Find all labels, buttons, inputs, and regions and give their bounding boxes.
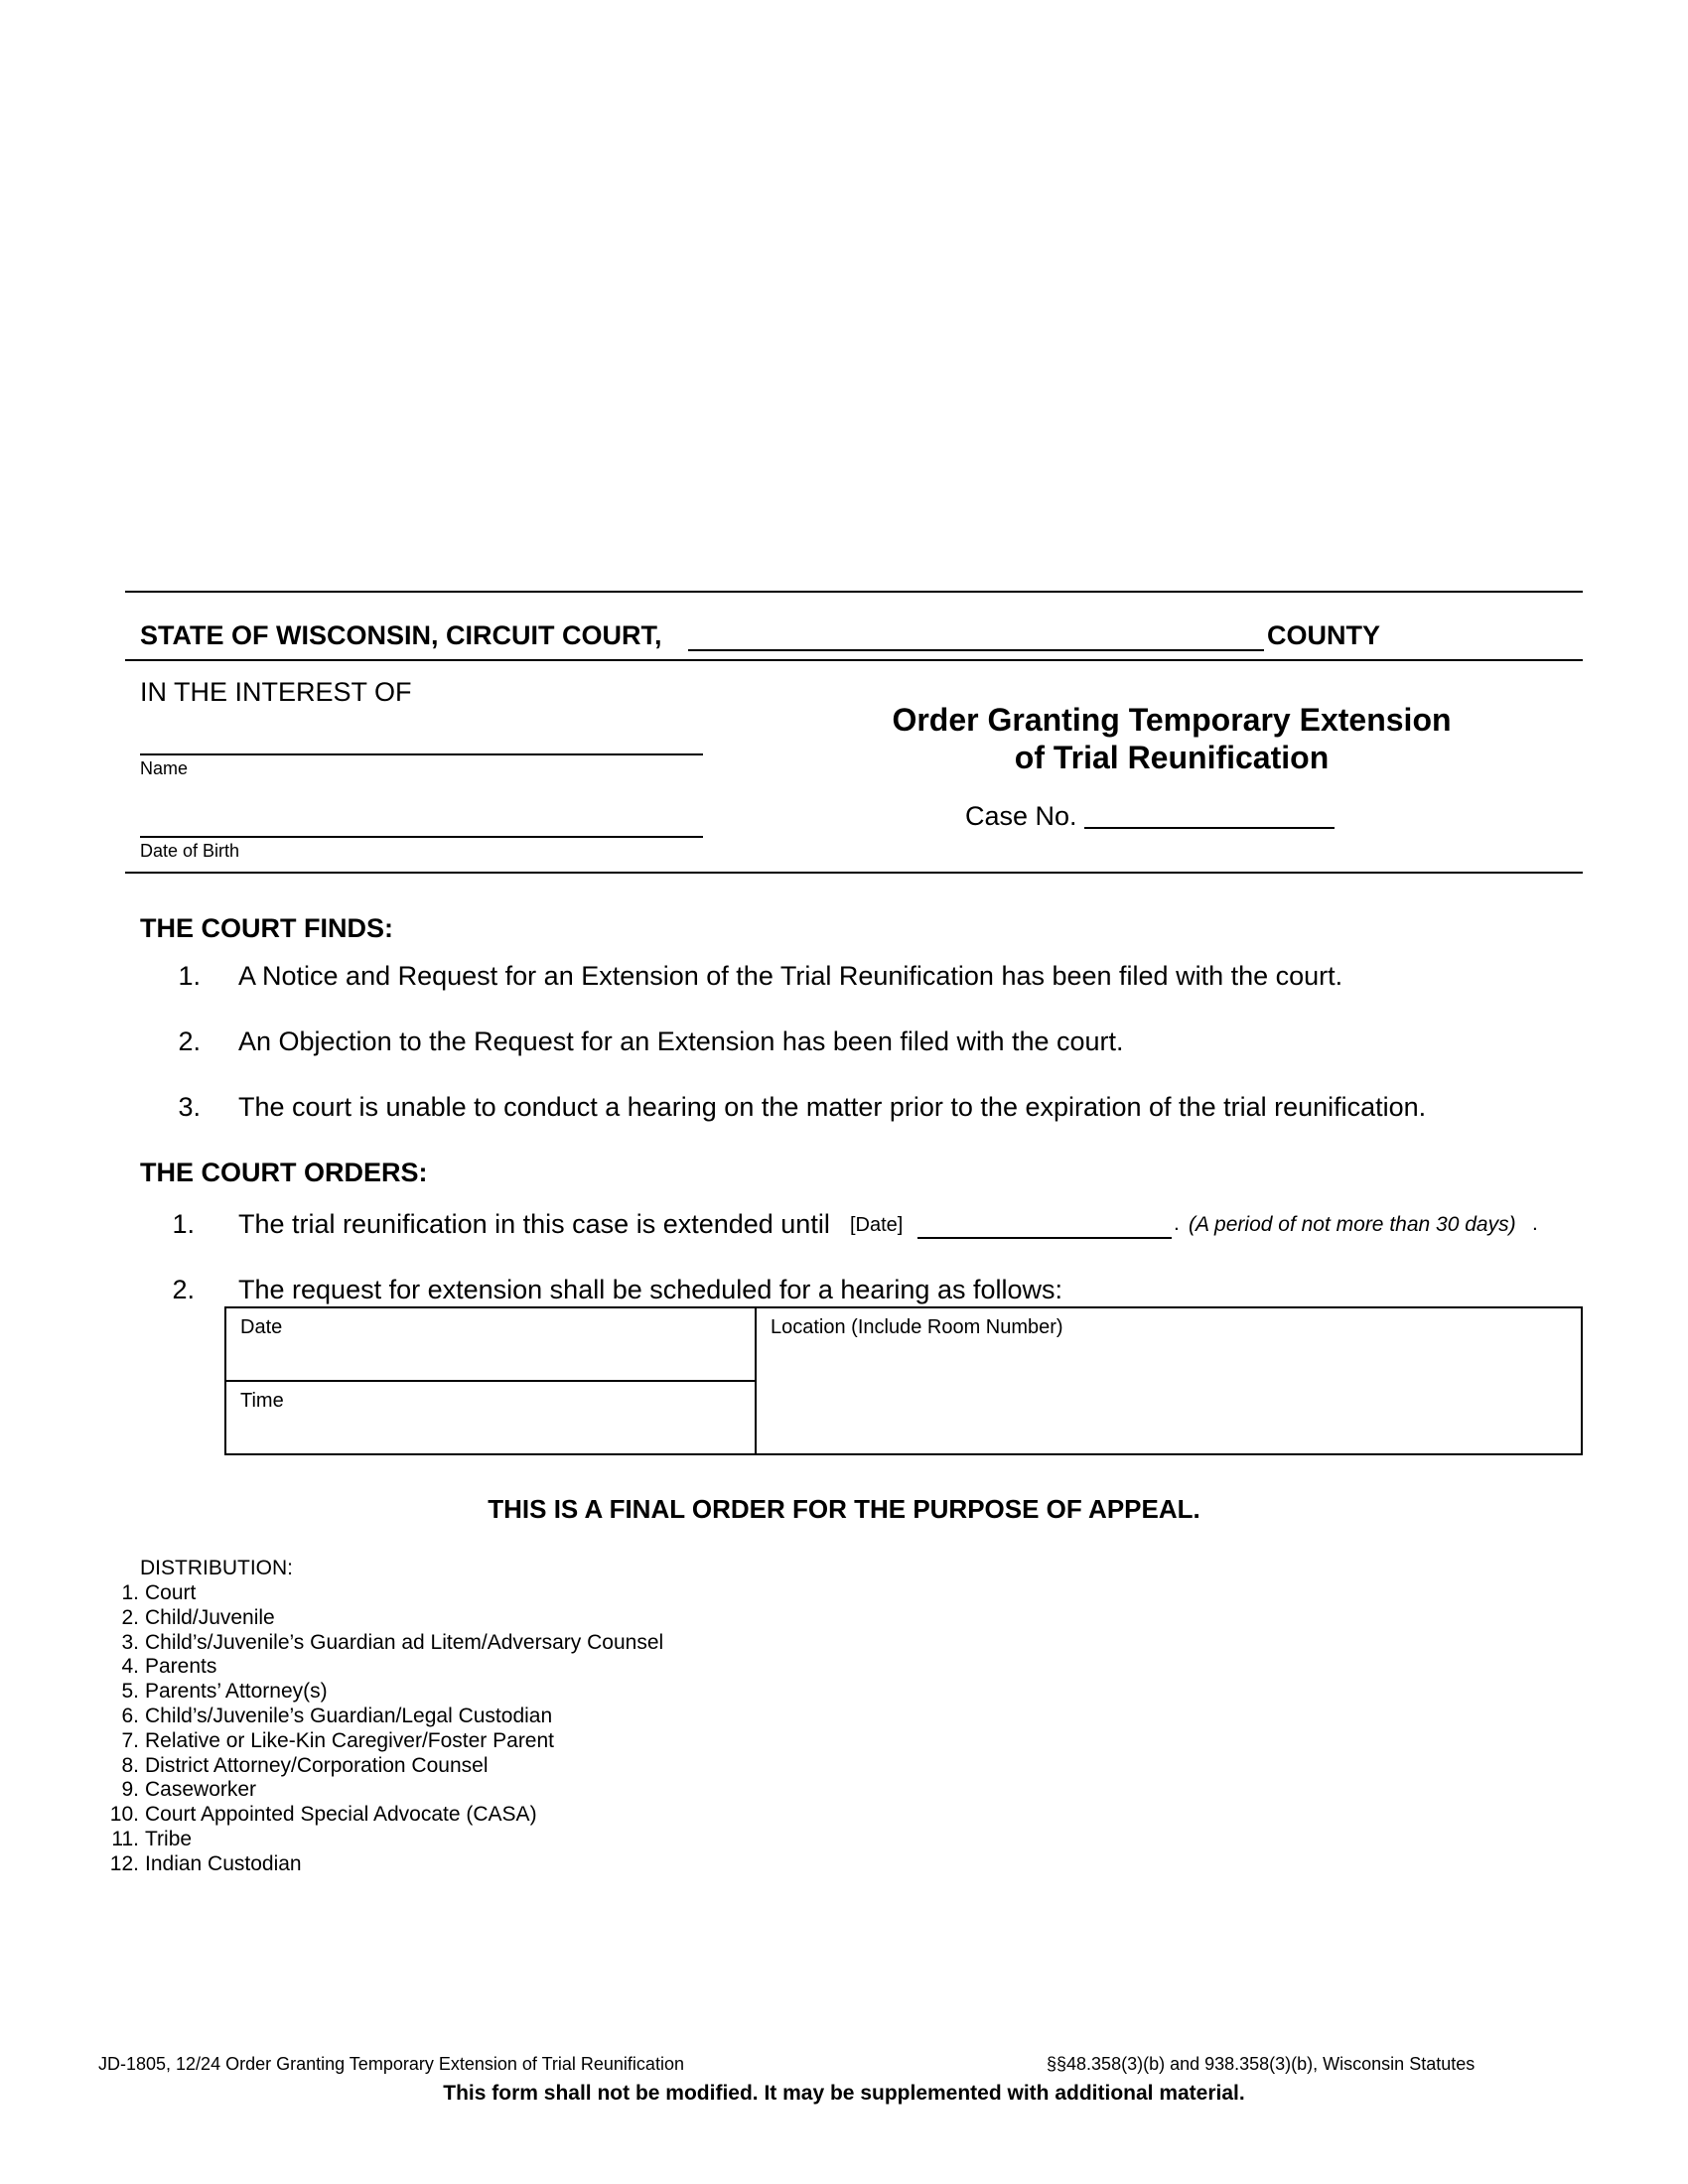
county-field[interactable] — [688, 649, 1264, 651]
list-item-text: Caseworker — [145, 1778, 257, 1802]
list-item — [87, 1705, 663, 1729]
list-item — [87, 1581, 663, 1606]
list-item-text: District Attorney/Corporation Counsel — [145, 1753, 489, 1777]
list-item — [87, 1803, 663, 1828]
findings-heading: THE COURT FINDS: — [140, 913, 393, 943]
in-interest-of-label: IN THE INTEREST OF — [140, 677, 412, 707]
order-1-period: . — [1174, 1212, 1180, 1235]
finding-1-text: A Notice and Request for an Extension of the Trial Reunification has been filed with the court. — [238, 961, 1343, 991]
hearing-time-cell[interactable] — [226, 1382, 755, 1453]
list-item-text: Relative or Like-Kin Caregiver/Foster Parent — [145, 1728, 555, 1752]
order-2-text: The request for extension shall be scheduled for a hearing as follows: — [238, 1275, 1062, 1304]
order-1-text: The trial reunification in this case is extended until — [238, 1209, 830, 1239]
list-item-text: Child/Juvenile — [145, 1605, 275, 1629]
list-item — [87, 1828, 663, 1852]
finding-1-number: 1. — [178, 961, 201, 991]
caption-rule — [125, 872, 1583, 874]
list-item-text: Parents — [145, 1655, 217, 1679]
footer-statutes: §§48.358(3)(b) and 938.358(3)(b), Wisconsin Statutes — [1047, 2054, 1476, 2074]
finding-3-number: 3. — [178, 1092, 201, 1122]
orders-heading: THE COURT ORDERS: — [140, 1158, 428, 1187]
list-item-number: 9. — [121, 1778, 139, 1802]
list-item — [87, 1655, 663, 1680]
final-order-statement: THIS IS A FINAL ORDER FOR THE PURPOSE OF APPEAL. — [488, 1494, 1200, 1524]
form-title-line2: of Trial Reunification — [1014, 740, 1330, 775]
list-item-text: Court Appointed Special Advocate (CASA) — [145, 1803, 537, 1827]
hearing-table — [224, 1306, 1583, 1455]
dob-label: Date of Birth — [140, 841, 240, 861]
distribution-heading: DISTRIBUTION: — [140, 1557, 294, 1579]
list-item-text: Child’s/Juvenile’s Guardian/Legal Custodian — [145, 1704, 553, 1727]
list-item-number: 5. — [121, 1680, 139, 1704]
list-item-number: 12. — [109, 1851, 139, 1875]
list-item-number: 7. — [121, 1728, 139, 1752]
finding-2-text: An Objection to the Request for an Extension has been filed with the court. — [238, 1026, 1124, 1056]
list-item — [87, 1754, 663, 1779]
case-no-label: Case No. — [965, 801, 1077, 831]
extension-date-field[interactable] — [917, 1237, 1172, 1239]
dob-field[interactable] — [140, 836, 703, 838]
list-item-text: Tribe — [145, 1827, 193, 1850]
list-item-number: 3. — [121, 1630, 139, 1654]
finding-2-number: 2. — [178, 1026, 201, 1056]
hearing-location-cell[interactable] — [757, 1308, 1581, 1453]
list-item-text: Court — [145, 1581, 197, 1604]
list-item — [87, 1729, 663, 1754]
list-item-number: 4. — [121, 1655, 139, 1679]
list-item-number: 11. — [111, 1827, 139, 1850]
form-title — [824, 701, 1519, 776]
list-item — [87, 1852, 663, 1877]
finding-3-text: The court is unable to conduct a hearing on the matter prior to the expiration of the trial reunification. — [238, 1092, 1427, 1122]
list-item-text: Indian Custodian — [145, 1851, 302, 1875]
list-item-number: 6. — [121, 1704, 139, 1727]
list-item-text: Child’s/Juvenile’s Guardian ad Litem/Adversary Counsel — [145, 1630, 664, 1654]
hearing-date-label: Date — [240, 1316, 283, 1338]
order-1-note-period: . — [1532, 1212, 1538, 1235]
order-2-number: 2. — [172, 1275, 195, 1304]
header-rule — [125, 659, 1583, 661]
county-label: COUNTY — [1267, 620, 1380, 650]
list-item — [87, 1631, 663, 1656]
list-item-number: 1. — [121, 1581, 139, 1604]
form-title-line1: Order Granting Temporary Extension — [892, 702, 1452, 738]
list-item — [87, 1778, 663, 1803]
order-1-date-label: [Date] — [850, 1214, 904, 1236]
list-item-number: 8. — [121, 1753, 139, 1777]
footer-notice: This form shall not be modified. It may be supplemented with additional material. — [443, 2082, 1245, 2105]
hearing-time-label: Time — [240, 1390, 284, 1412]
list-item — [87, 1606, 663, 1631]
hearing-location-label: Location (Include Room Number) — [771, 1316, 1063, 1338]
footer-form-id: JD-1805, 12/24 Order Granting Temporary Extension of Trial Reunification — [98, 2054, 684, 2074]
order-1-note: (A period of not more than 30 days) — [1189, 1213, 1516, 1236]
hearing-date-cell[interactable] — [226, 1308, 755, 1382]
order-1-number: 1. — [172, 1209, 195, 1239]
top-rule — [125, 591, 1583, 593]
list-item-number: 10. — [109, 1803, 139, 1827]
list-item — [87, 1680, 663, 1705]
list-item-number: 2. — [121, 1605, 139, 1629]
case-no-field[interactable] — [1084, 827, 1335, 829]
hearing-left-column — [226, 1308, 757, 1453]
list-item-text: Parents’ Attorney(s) — [145, 1680, 328, 1704]
name-label: Name — [140, 758, 189, 778]
distribution-list — [87, 1581, 663, 1877]
court-heading: STATE OF WISCONSIN, CIRCUIT COURT, — [140, 620, 662, 650]
name-field[interactable] — [140, 753, 703, 755]
